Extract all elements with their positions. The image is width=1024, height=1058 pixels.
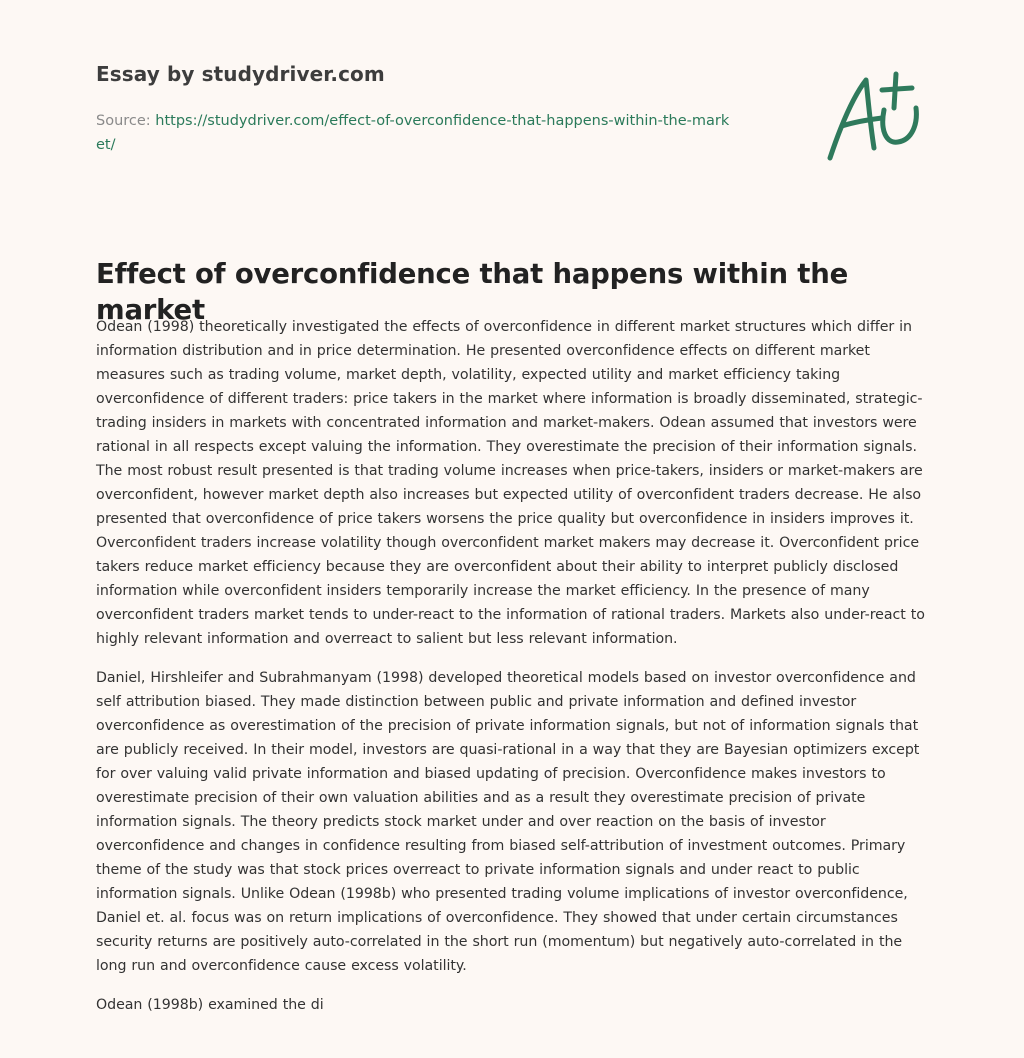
article-paragraph: Odean (1998) theoretically investigated the effects of overconfidence in different market structures which differ in information distribution and in price determination. He presented overconfidence effects on different market measures such as trading volume, market depth, volatility, expected utility and market efficiency taking overconfidence of different traders: price takers in the market where information is broadly disseminated, strategic-trading insiders in markets with concentrated information and market-makers. Odean assumed that investors were rational in all respects except valuing the information. They overestimate the precision of their information signals. The most robust result presented is that trading volume increases when price-takers, insiders or market-makers are overconfident, however market depth also increases but expected utility of overconfident traders decrease. He also presented that overconfidence of price takers worsens the price quality but overconfidence in insiders improves it. Overconfident traders increase volatility though overconfident market makers may decrease it. Overconfident price takers reduce market efficiency because they are overconfident about their ability to interpret publicly disclosed information while overconfident insiders temporarily increase the market efficiency. In the presence of many overconfident traders market tends to under-react to the information of rational traders. Markets also under-react to highly relevant information and overreact to salient but less relevant information. [96, 319, 925, 647]
site-title: Essay by studydriver.com [96, 62, 385, 86]
a-plus-logo-icon [822, 68, 928, 164]
a-plus-logo-svg [822, 68, 928, 164]
article-body [96, 315, 930, 1032]
article-paragraph: Daniel, Hirshleifer and Subrahmanyam (1998) developed theoretical models based on investor overconfidence and self attribution biased. They made distinction between public and private information and defined investor overconfidence as overestimation of the precision of private information signals, but not of information signals that are publicly received. In their model, investors are quasi-rational in a way that they are Bayesian optimizers except for over valuing valid private information and biased updating of precision. Overconfidence makes investors to overestimate precision of their own valuation abilities and as a result they overestimate precision of private information signals. The theory predicts stock market under and over reaction on the basis of investor overconfidence and changes in confidence resulting from biased self-attribution of investment outcomes. Primary theme of the study was that stock prices overreact to private information signals and under react to public information signals. Unlike Odean (1998b) who presented trading volume implications of investor overconfidence, Daniel et. al. focus was on return implications of overconfidence. They showed that under certain circumstances security returns are positively auto-correlated in the short run (momentum) but negatively auto-correlated in the long run and overconfidence cause excess volatility. [96, 670, 920, 974]
source-line [96, 109, 736, 157]
source-link[interactable]: https://studydriver.com/effect-of-overconfidence-that-happens-within-the-market/ [96, 113, 730, 153]
source-label: Source: [96, 113, 151, 129]
page-header [96, 62, 736, 157]
article-title: Effect of overconfidence that happens within the market [96, 258, 849, 326]
article-paragraph: Odean (1998b) examined the di [96, 997, 324, 1013]
